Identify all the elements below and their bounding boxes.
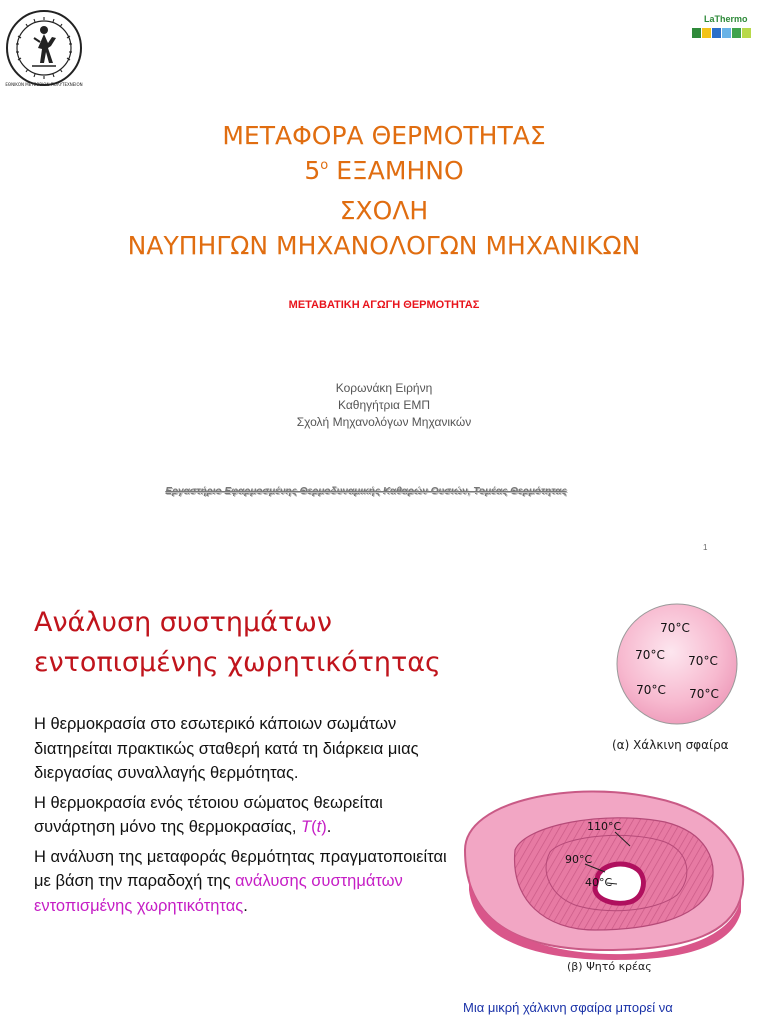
lecture-subtitle: ΜΕΤΑΒΑΤΙΚΗ ΑΓΩΓΗ ΘΕΡΜΟΤΗΤΑΣ (288, 299, 480, 311)
title-line-2 (0, 153, 768, 193)
roast-meat-figure (455, 780, 755, 960)
meat-temp-label: 110°C (587, 820, 622, 833)
page-number: 1 (703, 543, 708, 552)
semester-superscript: ο (320, 158, 329, 173)
logo-color-square (702, 28, 711, 38)
sphere-temp-label: 70°C (689, 687, 719, 701)
paragraph-3-end: . (243, 896, 248, 915)
logo-color-square (692, 28, 701, 38)
author-role: Καθηγήτρια ΕΜΠ (338, 398, 430, 412)
paragraph-1: Η θερμοκρασία στο εσωτερικό κάποιων σωμάτων διατηρείται πρακτικώς σταθερή κατά τη διάρκεια μιας διεργασίας συναλλαγής θερμότητας. (34, 715, 419, 782)
semester-number: 5 (304, 156, 321, 185)
sphere-temp-label: 70°C (635, 648, 665, 662)
paragraph-3-text: Η ανάλυση της μεταφοράς θερμότητας πραγματοποιείται με βάση την παραδοχή της (34, 847, 447, 890)
logo-color-square (712, 28, 721, 38)
paragraph-2-end: . (326, 818, 332, 836)
sphere-temp-label: 70°C (636, 683, 666, 697)
paragraph-2-text: Η θερμοκρασία ενός τέτοιου σώματος θεωρείται συνάρτηση μόνο της θερμοκρασίας, (34, 793, 383, 836)
slide-body (34, 712, 454, 923)
temperature-symbol: T (301, 818, 312, 836)
meat-caption: (β) Ψητό κρέας (567, 960, 652, 973)
logo-color-square (732, 28, 741, 38)
slide-heading (34, 603, 594, 683)
paragraph-2 (34, 791, 454, 840)
meat-temp-label: 40°C (585, 876, 613, 889)
sphere-temp-label: 70°C (660, 621, 690, 635)
author-school: Σχολή Μηχανολόγων Μηχανικών (296, 415, 472, 429)
close-paren: ) (321, 818, 327, 836)
lathermo-logo-text: LaThermo (704, 14, 748, 24)
heading-line-1: Ανάλυση συστημάτων (34, 607, 332, 638)
title-line-4: ΝΑΥΠΗΓΩΝ ΜΗΧΑΝΟΛΟΓΩΝ ΜΗΧΑΝΙΚΩΝ (127, 231, 641, 260)
semester-word: ΕΞΑΜΗΝΟ (336, 156, 464, 185)
author-name: Κορωνάκη Ειρήνη (335, 381, 433, 395)
author-block (0, 380, 768, 431)
time-symbol: t (316, 818, 322, 836)
paragraph-3 (34, 845, 454, 919)
heading-line-2: εντοπισμένης χωρητικότητας (34, 647, 441, 678)
course-title (0, 118, 768, 263)
university-seal-logo (4, 8, 84, 88)
open-paren: ( (311, 818, 317, 836)
lumped-analysis-highlight: ανάλυσης συστημάτων εντοπισμένης χωρητικότητας (34, 872, 403, 915)
logo-color-square (742, 28, 751, 38)
title-line-1: ΜΕΤΑΦΟΡΑ ΘΕΡΜΟΤΗΤΑΣ (222, 121, 546, 150)
lathermo-logo (692, 14, 756, 44)
lathermo-color-bar (692, 28, 751, 38)
bottom-caption: Μια μικρή χάλκινη σφαίρα μπορεί να (463, 1000, 673, 1015)
sphere-caption: (α) Χάλκινη σφαίρα (612, 738, 729, 752)
logo-color-square (722, 28, 731, 38)
meat-temp-label: 90°C (565, 853, 593, 866)
seal-ring-text: ΕΘΝΙΚΟΝ ΜΕΤΣΟΒΙΟΝ ΠΟΛΥΤΕΧΝΕΙΟΝ (5, 82, 83, 87)
copper-sphere-figure (615, 602, 740, 727)
title-line-3: ΣΧΟΛΗ (339, 196, 429, 225)
sphere-temp-label: 70°C (688, 654, 718, 668)
laboratory-name: Εργαστήριο Εφαρμοσμένης Θερμοδυναμικής Καθαρών Ουσιών, Τομέας Θερμότητας (165, 486, 567, 497)
content-slide (0, 580, 768, 1024)
